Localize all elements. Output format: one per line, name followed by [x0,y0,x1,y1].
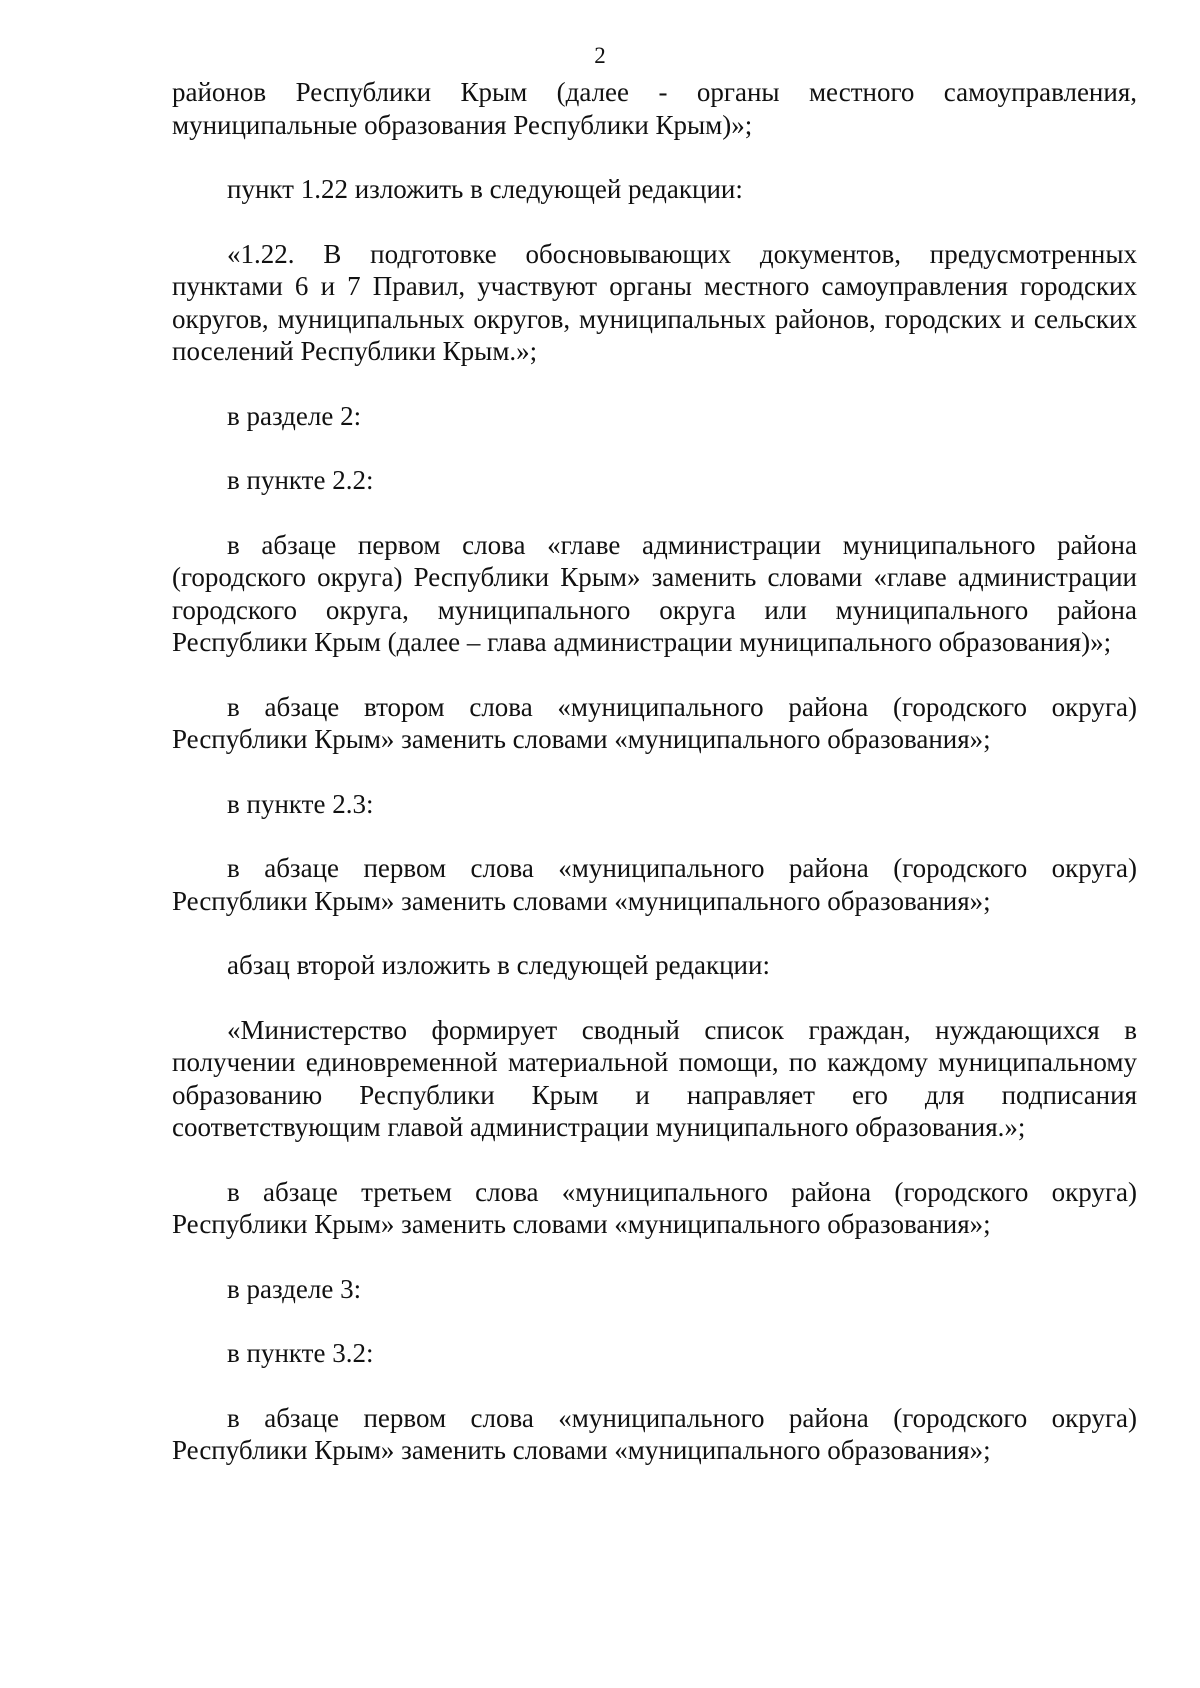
paragraph-2-3-second-text: «Министерство формирует сводный список граждан, нуждающихся в получении единовременной материальной помощи, по каждому муниципальному образованию Республики Крым и направляет его для подписания соответствующим главой администрации муниципального образования.»; [172,1014,1137,1142]
paragraph-3-2-first: в абзаце первом слова «муниципального района (городского округа) Республики Крым» заменить словами «муниципального образования»; [172,1402,1137,1465]
paragraph-section-2: в разделе 2: [227,400,362,431]
paragraph-item-2-3: в пункте 2.3: [227,788,374,819]
paragraph-continuation: районов Республики Крым (далее - органы местного самоуправления, муниципальные образования Республики Крым)»; [172,77,1137,140]
page-number: 2 [594,43,606,68]
paragraph-item-1-22-intro: пункт 1.22 изложить в следующей редакции: [227,174,743,204]
paragraph-2-2-second: в абзаце втором слова «муниципального района (городского округа) Республики Крым» заменить словами «муниципального образования»; [172,691,1137,754]
document-body [172,76,1137,1467]
paragraph-item-1-22-text: «1.22. В подготовке обосновывающих документов, предусмотренных пунктами 6 и 7 Правил, участвуют органы местного самоуправления городских округов, муниципальных округов, муниципальных районов, городских и сельских поселений Республики Крым.»; [172,238,1137,366]
paragraph-section-3: в разделе 3: [227,1273,362,1304]
paragraph-2-2-first: в абзаце первом слова «главе администрации муниципального района (городского округа) Республики Крым» заменить словами «главе администрации городского округа, муниципального округа или муниципального района Республики Крым (далее – глава администрации муниципального образования)»; [172,529,1137,657]
paragraph-2-3-third: в абзаце третьем слова «муниципального района (городского округа) Республики Крым» заменить словами «муниципального образования»; [172,1176,1137,1239]
paragraph-2-3-first: в абзаце первом слова «муниципального района (городского округа) Республики Крым» заменить словами «муниципального образования»; [172,853,1137,916]
paragraph-item-2-2: в пункте 2.2: [227,465,374,495]
paragraph-2-3-second-intro: абзац второй изложить в следующей редакции: [227,950,770,980]
paragraph-item-3-2: в пункте 3.2: [227,1338,374,1368]
